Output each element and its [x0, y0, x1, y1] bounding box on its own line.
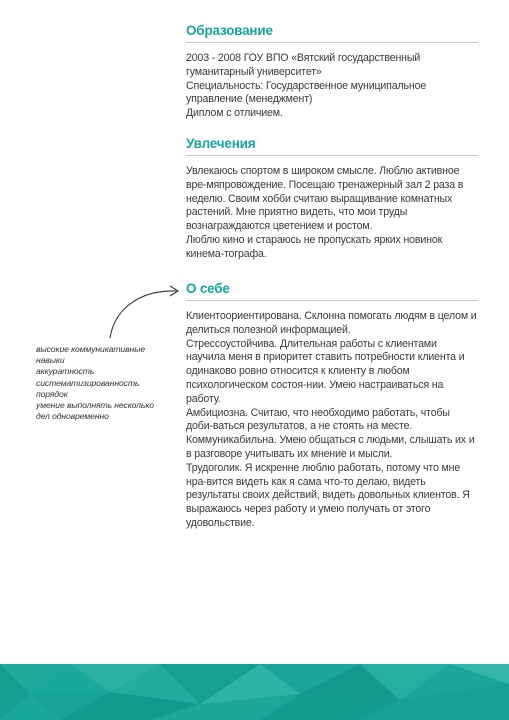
hobbies-paragraph: Люблю кино и стараюсь не пропускать ярких новинок кинема-тографа. [186, 233, 443, 260]
skill-item: высокие коммуникативные [36, 344, 146, 354]
skill-item: умение выполнять несколько [36, 400, 154, 411]
education-body [186, 52, 478, 121]
footer-decorative-band [0, 664, 509, 720]
about-paragraph: Клиентоориентирована. Склонна помогать людям в целом и делиться полезной информацией. [186, 310, 477, 336]
skills-notes [36, 344, 186, 422]
hobbies-paragraph: Увлекаюсь спортом в широком смысле. Люблю активное вре-мяпровождение. Посещаю тренажерный зал 2 раза в неделю. Своим хобби считаю выращивание комнатных растений. Мне приятно видеть, что мои труды вознаграждаются цветением и ростом. [186, 165, 464, 233]
hobbies-heading: Увлечения [186, 136, 478, 156]
about-heading: О себе [186, 281, 478, 301]
about-paragraph: Трудоголик. Я искренне люблю работать, потому что мне нра-вится видеть как я сама что-то делаю, видеть результаты своих действий, видеть довольных клиентов. Я выражаюсь через работу и умею получать от этого удовольствие. [186, 461, 470, 529]
about-paragraph: Амбициозна. Считаю, что необходимо работать, чтобы доби-ваться результатов, а не стоять на месте. [186, 406, 450, 433]
education-section [186, 23, 478, 121]
skill-item: аккуратность [36, 366, 95, 377]
skill-item: систематизированность [36, 377, 140, 388]
education-heading: Образование [186, 23, 478, 43]
hobbies-section [186, 136, 478, 262]
skill-item: порядок [36, 388, 68, 399]
about-paragraph: Коммуникабильна. Умею общаться с людьми, слышать их и в разговоре учитывать их мнение и мысли. [186, 434, 475, 460]
hobbies-body [186, 165, 478, 262]
curved-arrow-icon [108, 282, 182, 342]
education-line: 2003 - 2008 ГОУ ВПО «Вятский государственный гуманитарный университет» [186, 52, 421, 78]
about-paragraph: Стрессоустойчива. Длительная работы с клиентами научила меня в приоритет ставить потребности клиента и одинаково ровно относится к клиенту в любом психологическом состоя-нии. Умею настраиваться на работу. [186, 337, 465, 405]
about-section [186, 281, 478, 531]
education-line: Диплом с отличием. [186, 107, 283, 120]
education-line: Специальность: Государственное муниципальное управление (менеджмент) [186, 79, 427, 106]
skill-item: дел одновременно [36, 411, 109, 422]
skill-item: навыки [36, 355, 65, 366]
about-body [186, 310, 478, 531]
